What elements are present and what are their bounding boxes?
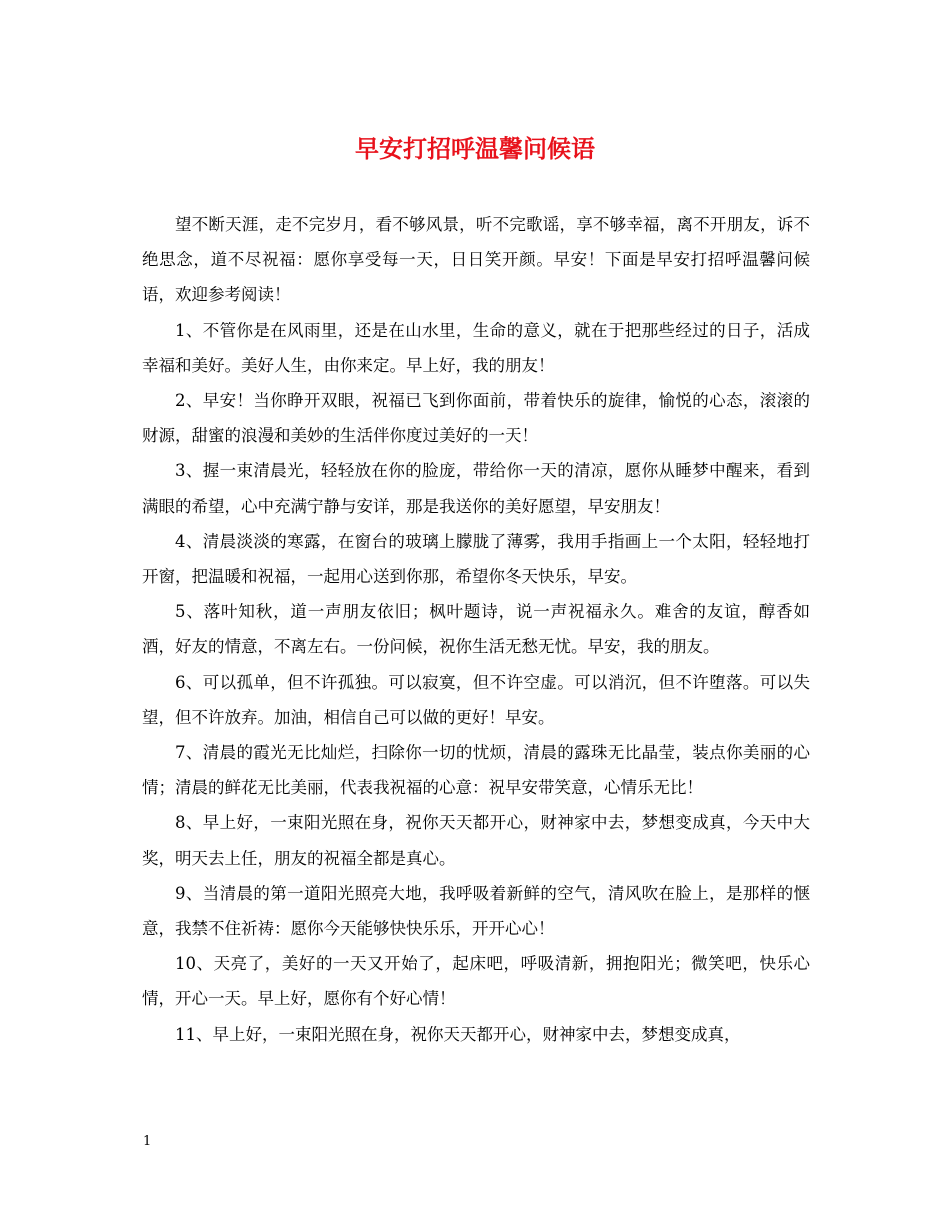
greeting-paragraph-4: 4、清晨淡淡的寒露，在窗台的玻璃上朦胧了薄雾，我用手指画上一个太阳，轻轻地打开窗，把温暖和祝福，一起用心送到你那，希望你冬天快乐，早安。	[142, 531, 810, 587]
greeting-paragraph-6: 6、可以孤单，但不许孤独。可以寂寞，但不许空虚。可以消沉，但不许堕落。可以失望，但不许放弃。加油，相信自己可以做的更好！早安。	[142, 672, 810, 727]
greeting-paragraph-11: 11、早上好，一束阳光照在身，祝你天天都开心，财神家中去，梦想变成真，	[175, 1024, 741, 1044]
document-body	[142, 207, 810, 1052]
greeting-paragraph-3: 3、握一束清晨光，轻轻放在你的脸庞，带给你一天的清凉，愿你从睡梦中醒来，看到满眼的希望，心中充满宁静与安详，那是我送你的美好愿望，早安朋友！	[142, 461, 810, 516]
page-number: 1	[143, 1134, 152, 1149]
greeting-paragraph-2: 2、早安！当你睁开双眼，祝福已飞到你面前，带着快乐的旋律，愉悦的心态，滚滚的财源，甜蜜的浪漫和美妙的生活伴你度过美好的一天！	[142, 391, 810, 446]
document-title: 早安打招呼温馨问候语	[355, 134, 595, 163]
greeting-paragraph-7: 7、清晨的霞光无比灿烂，扫除你一切的忧烦，清晨的露珠无比晶莹，装点你美丽的心情；清晨的鲜花无比美丽，代表我祝福的心意：祝早安带笑意，心情乐无比！	[142, 743, 810, 798]
greeting-paragraph-9: 9、当清晨的第一道阳光照亮大地，我呼吸着新鲜的空气，清风吹在脸上，是那样的惬意，我禁不住祈祷：愿你今天能够快快乐乐，开开心心！	[142, 883, 810, 939]
greeting-paragraph-1: 1、不管你是在风雨里，还是在山水里，生命的意义，就在于把那些经过的日子，活成幸福和美好。美好人生，由你来定。早上好，我的朋友！	[142, 320, 810, 375]
greeting-paragraph-8: 8、早上好，一束阳光照在身，祝你天天都开心，财神家中去，梦想变成真，今天中大奖，明天去上任，朋友的祝福全都是真心。	[142, 813, 810, 868]
greeting-paragraph-5: 5、落叶知秋，道一声朋友依旧；枫叶题诗，说一声祝福永久。难舍的友谊，醇香如酒，好友的情意，不离左右。一份问候，祝你生活无愁无忧。早安，我的朋友。	[142, 602, 810, 657]
greeting-paragraph-10: 10、天亮了，美好的一天又开始了，起床吧，呼吸清新，拥抱阳光；微笑吧，快乐心情，开心一天。早上好，愿你有个好心情！	[142, 954, 810, 1009]
intro-paragraph: 望不断天涯，走不完岁月，看不够风景，听不完歌谣，享不够幸福，离不开朋友，诉不绝思念，道不尽祝福：愿你享受每一天，日日笑开颜。早安！下面是早安打招呼温馨问候语，欢迎参考阅读！	[142, 215, 810, 305]
